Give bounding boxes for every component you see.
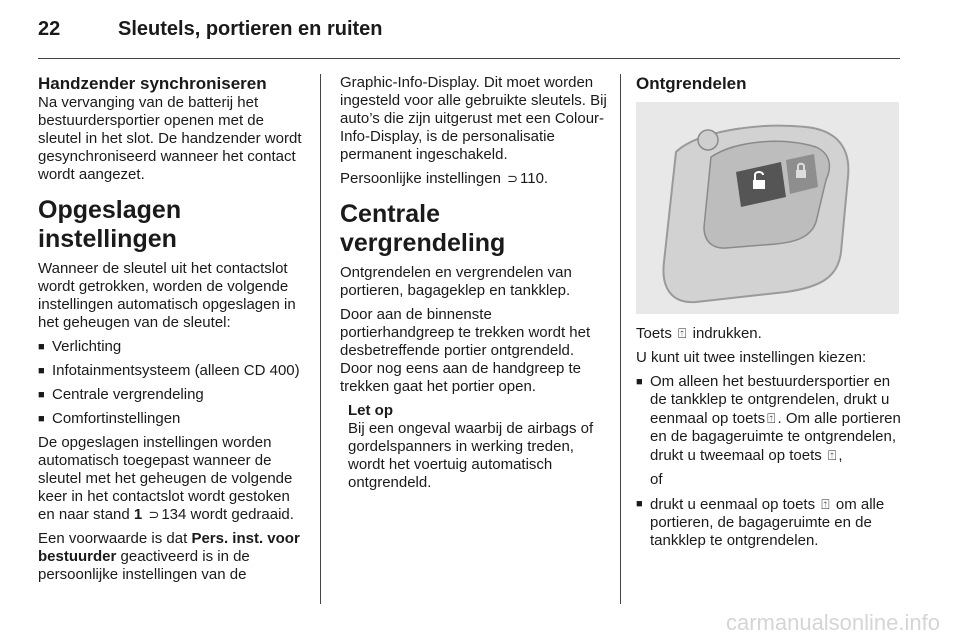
option1-text-b: . Om alle portieren en de bagageruimte te ontgrendelen, drukt u tweemaal op toets bbox=[650, 410, 901, 464]
central-paragraph-2: Door aan de binnenste portierhandgreep te trekken wordt het desbetreffende portier ontgrendeld. Door nog eens aan de handgreep te trekken gaat het portier open. bbox=[340, 306, 591, 395]
auto-text-a: De opgeslagen instellingen worden automatisch toegepast wanneer de sleutel met het geheugen de volgende keer in het contactslot wordt gestoken en naar stand bbox=[38, 434, 293, 523]
page-number: 22 bbox=[38, 18, 61, 40]
list-item: ■ Infotainmentsysteem (alleen CD 400) bbox=[38, 362, 308, 380]
personal-settings-paragraph bbox=[340, 170, 610, 188]
saved-list bbox=[38, 338, 308, 428]
note-text: Bij een ongeval waarbij de airbags of gordelspanners in werking treden, wordt het voertuig automatisch ontgrendeld. bbox=[348, 420, 594, 491]
or-text: of bbox=[650, 471, 663, 488]
list-item bbox=[636, 373, 906, 489]
column-divider-1 bbox=[320, 74, 321, 604]
watermark: carmanualsonline.info bbox=[725, 610, 940, 635]
header-rule bbox=[38, 58, 900, 59]
column-1 bbox=[38, 74, 308, 590]
option2-text-a: drukt u eenmaal op toets bbox=[650, 496, 816, 513]
press-text-b: indrukken. bbox=[692, 325, 762, 342]
central-paragraph-1: Ontgrendelen en vergrendelen van portieren, bagageklep en tankklep. bbox=[340, 264, 572, 299]
auto-text-b: wordt gedraaid. bbox=[190, 506, 294, 523]
unlock-key-icon: ⍐ bbox=[767, 410, 776, 426]
column-3 bbox=[636, 74, 906, 556]
press-paragraph bbox=[636, 324, 906, 343]
personal-text: Persoonlijke instellingen bbox=[340, 170, 501, 187]
list-item: ■ Centrale vergrendeling bbox=[38, 386, 308, 404]
press-text-a: Toets bbox=[636, 325, 672, 342]
position-number: 1 bbox=[133, 506, 143, 523]
page-reference[interactable]: 134 bbox=[161, 506, 187, 523]
sync-paragraph: Na vervanging van de batterij het bestuurdersportier openen met de sleutel in het slot. De handzender wordt gesynchroniseerd wanneer het contact wordt aangezet. bbox=[38, 94, 302, 183]
option1-text-c: , bbox=[838, 447, 843, 464]
unlock-heading: Ontgrendelen bbox=[636, 74, 747, 93]
list-item bbox=[636, 495, 906, 550]
page-header bbox=[38, 18, 900, 58]
central-locking-heading: Centrale vergrendeling bbox=[340, 200, 506, 257]
auto-apply-paragraph bbox=[38, 434, 308, 524]
option2-text-b: om alle portieren, de bagageruimte en de tankklep te ontgrendelen. bbox=[650, 496, 885, 549]
setting-name: Pers. inst. voor bestuurder bbox=[38, 530, 300, 565]
cond-text-b: geactiveerd is in de persoonlijke instellingen van de bbox=[38, 548, 250, 583]
unlock-key-icon: ⍐ bbox=[821, 496, 830, 512]
note-box bbox=[348, 402, 610, 492]
saved-paragraph: Wanneer de sleutel uit het contactslot wordt getrokken, worden de volgende instellingen automatisch opgeslagen in het geheugen van de sleutel: bbox=[38, 260, 296, 331]
reference-arrow-icon[interactable]: ⊃ bbox=[148, 507, 160, 522]
list-item: ■ Verlichting bbox=[38, 338, 308, 356]
key-fob-illustration bbox=[636, 102, 899, 314]
column-2 bbox=[340, 74, 610, 492]
unlock-options-list bbox=[636, 373, 906, 550]
option1-text-a: Om alleen het bestuurdersportier en de tankklep te ontgrendelen, drukt u eenmaal op toets bbox=[650, 373, 891, 427]
condition-paragraph bbox=[38, 530, 308, 584]
choose-paragraph: U kunt uit twee instellingen kiezen: bbox=[636, 349, 867, 366]
note-title: Let op bbox=[348, 402, 393, 419]
saved-settings-heading: Opgeslagen instellingen bbox=[38, 196, 182, 253]
page-title: Sleutels, portieren en ruiten bbox=[118, 18, 383, 40]
unlock-key-icon: ⍐ bbox=[678, 325, 687, 341]
column-divider-2 bbox=[620, 74, 621, 604]
sync-heading: Handzender synchroniseren bbox=[38, 74, 267, 93]
page-reference[interactable]: 110. bbox=[520, 170, 549, 187]
list-item: ■ Comfortinstellingen bbox=[38, 410, 308, 428]
reference-arrow-icon[interactable]: ⊃ bbox=[507, 171, 519, 186]
cond-text-a: Een voorwaarde is dat bbox=[38, 530, 188, 547]
unlock-key-icon: ⍐ bbox=[827, 447, 837, 463]
display-paragraph: Graphic-Info-Display. Dit moet worden ingesteld voor alle gebruikte sleutels. Bij auto’s die zijn uitgerust met een Colour-Info-Display, is de personalisatie permanent ingeschakeld. bbox=[340, 74, 607, 163]
